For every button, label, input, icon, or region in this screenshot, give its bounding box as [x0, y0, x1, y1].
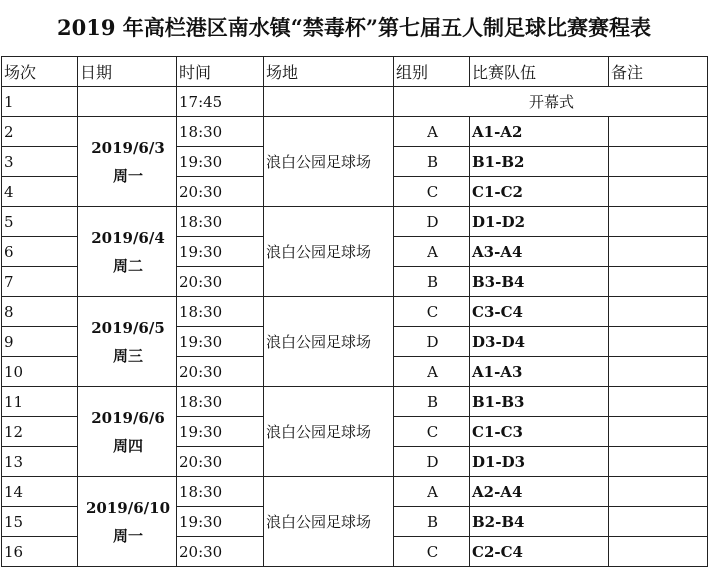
match-teams: A2-A4 — [470, 477, 609, 507]
date-cell — [78, 387, 177, 477]
match-no: 7 — [2, 267, 78, 297]
match-teams: D3-D4 — [470, 327, 609, 357]
match-teams: D1-D2 — [470, 207, 609, 237]
match-no: 12 — [2, 417, 78, 447]
match-note — [609, 207, 708, 237]
table-row — [2, 87, 708, 117]
match-group: A — [394, 357, 470, 387]
match-weekday: 周二 — [112, 256, 143, 275]
match-time: 20:30 — [177, 537, 264, 567]
match-time: 18:30 — [177, 387, 264, 417]
table-row — [2, 117, 708, 147]
match-teams: A1-A3 — [470, 357, 609, 387]
match-group: C — [394, 297, 470, 327]
date-cell — [78, 117, 177, 207]
match-time: 20:30 — [177, 177, 264, 207]
match-time: 18:30 — [177, 477, 264, 507]
match-group: B — [394, 147, 470, 177]
match-note — [609, 147, 708, 177]
match-time: 20:30 — [177, 267, 264, 297]
header-note: 备注 — [609, 57, 708, 87]
header-no: 场次 — [2, 57, 78, 87]
match-group: B — [394, 507, 470, 537]
match-no: 6 — [2, 237, 78, 267]
match-no: 15 — [2, 507, 78, 537]
match-note — [609, 387, 708, 417]
table-row — [2, 207, 708, 237]
venue-cell-empty — [264, 87, 394, 117]
match-weekday: 周三 — [112, 346, 143, 365]
venue-cell: 浪白公园足球场 — [264, 477, 394, 567]
match-no: 11 — [2, 387, 78, 417]
venue-cell: 浪白公园足球场 — [264, 387, 394, 477]
match-no: 9 — [2, 327, 78, 357]
match-time: 19:30 — [177, 327, 264, 357]
match-note — [609, 297, 708, 327]
header-group: 组别 — [394, 57, 470, 87]
match-note — [609, 507, 708, 537]
match-time: 19:30 — [177, 507, 264, 537]
match-group: A — [394, 477, 470, 507]
match-note — [609, 327, 708, 357]
match-date: 2019/6/10 — [85, 498, 171, 517]
match-group: D — [394, 327, 470, 357]
match-time: 19:30 — [177, 237, 264, 267]
match-note — [609, 117, 708, 147]
match-weekday: 周一 — [112, 526, 143, 545]
match-group: D — [394, 207, 470, 237]
match-note — [609, 237, 708, 267]
venue-cell: 浪白公园足球场 — [264, 297, 394, 387]
match-no: 13 — [2, 447, 78, 477]
header-time: 时间 — [177, 57, 264, 87]
match-weekday: 周四 — [112, 436, 143, 455]
match-no: 14 — [2, 477, 78, 507]
match-teams: B1-B2 — [470, 147, 609, 177]
match-teams: B2-B4 — [470, 507, 609, 537]
match-time: 18:30 — [177, 297, 264, 327]
match-note — [609, 477, 708, 507]
match-weekday: 周一 — [112, 166, 143, 185]
match-date: 2019/6/4 — [91, 228, 165, 247]
match-teams: C2-C4 — [470, 537, 609, 567]
match-teams: C1-C2 — [470, 177, 609, 207]
match-note — [609, 537, 708, 567]
match-teams: A3-A4 — [470, 237, 609, 267]
match-group: A — [394, 117, 470, 147]
match-time: 18:30 — [177, 117, 264, 147]
match-note — [609, 177, 708, 207]
schedule-table — [1, 56, 708, 567]
table-row — [2, 297, 708, 327]
venue-cell: 浪白公园足球场 — [264, 207, 394, 297]
date-cell — [78, 477, 177, 567]
match-no: 1 — [2, 87, 78, 117]
match-time: 17:45 — [177, 87, 264, 117]
match-no: 4 — [2, 177, 78, 207]
header-teams: 比赛队伍 — [470, 57, 609, 87]
match-teams: D1-D3 — [470, 447, 609, 477]
match-no: 3 — [2, 147, 78, 177]
match-time: 18:30 — [177, 207, 264, 237]
match-date: 2019/6/6 — [91, 408, 165, 427]
match-group: D — [394, 447, 470, 477]
page-title: 2019 年高栏港区南水镇“禁毒杯”第七届五人制足球比赛赛程表 — [57, 15, 651, 40]
match-time: 20:30 — [177, 447, 264, 477]
match-teams: B1-B3 — [470, 387, 609, 417]
venue-cell: 浪白公园足球场 — [264, 117, 394, 207]
match-teams: C1-C3 — [470, 417, 609, 447]
match-no: 16 — [2, 537, 78, 567]
match-group: B — [394, 267, 470, 297]
table-row — [2, 387, 708, 417]
match-time: 19:30 — [177, 417, 264, 447]
match-group: B — [394, 387, 470, 417]
table-row — [2, 477, 708, 507]
opening-ceremony: 开幕式 — [394, 87, 708, 117]
match-no: 5 — [2, 207, 78, 237]
match-no: 8 — [2, 297, 78, 327]
header-row — [2, 57, 708, 87]
header-date: 日期 — [78, 57, 177, 87]
match-group: C — [394, 177, 470, 207]
match-no: 2 — [2, 117, 78, 147]
date-cell — [78, 207, 177, 297]
match-note — [609, 447, 708, 477]
match-group: C — [394, 537, 470, 567]
match-note — [609, 417, 708, 447]
match-time: 19:30 — [177, 147, 264, 177]
header-venue: 场地 — [264, 57, 394, 87]
match-date: 2019/6/3 — [91, 138, 165, 157]
match-teams: B3-B4 — [470, 267, 609, 297]
match-time: 20:30 — [177, 357, 264, 387]
match-teams: A1-A2 — [470, 117, 609, 147]
date-cell-empty — [78, 87, 177, 117]
match-date: 2019/6/5 — [91, 318, 165, 337]
match-group: A — [394, 237, 470, 267]
match-teams: C3-C4 — [470, 297, 609, 327]
match-note — [609, 267, 708, 297]
match-group: C — [394, 417, 470, 447]
match-note — [609, 357, 708, 387]
date-cell — [78, 297, 177, 387]
match-no: 10 — [2, 357, 78, 387]
